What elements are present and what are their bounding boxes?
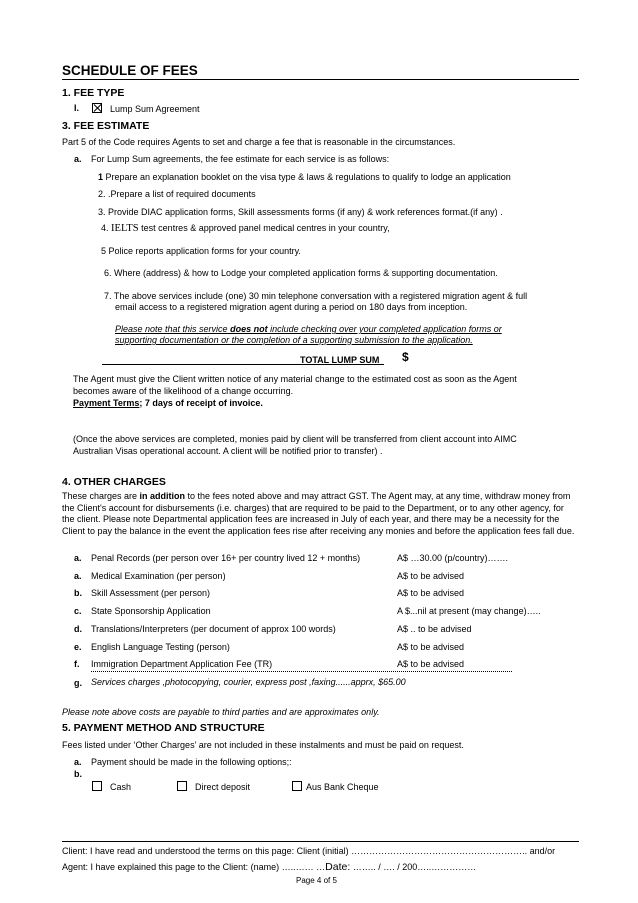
service-item-2: 2. .Prepare a list of required documents bbox=[98, 189, 256, 199]
service-item-6: 6. Where (address) & how to Lodge your completed application forms & supporting documentation. bbox=[104, 268, 498, 278]
fee-type-marker: I. bbox=[74, 103, 80, 113]
section-fee-type-heading: 1. FEE TYPE bbox=[62, 87, 125, 99]
other-charges-intro-post: to the fees noted above and may attract GST. The Agent may, at any time, withdraw money from the Client's account for disbursements (i.e. charges) that are required to be paid to the Department, or to any other agency, for the client. Please note Departmental application fees are increased in July of each year, and there may be a necessity for the Client to pay the balance in the event the application fees rise after receiving any monies and before the application fees fall due. bbox=[62, 491, 575, 536]
payment-terms-value: ; 7 days of receipt of invoice. bbox=[139, 398, 263, 408]
charge-row-cost: A$ to be advised bbox=[397, 571, 465, 581]
transfer-line1: (Once the above services are completed, monies paid by client will be transferred from client account into AIMC bbox=[73, 434, 517, 444]
charge-row-cost: A$ to be advised bbox=[397, 659, 465, 669]
service-item-1 bbox=[98, 172, 511, 182]
notice-line1: The Agent must give the Client written notice of any material change to the estimated cost as soon as the Agent bbox=[73, 374, 517, 384]
fee-estimate-intro: Part 5 of the Code requires Agents to set and charge a fee that is reasonable in the circumstances. bbox=[62, 137, 456, 147]
other-charges-intro-bold: in addition bbox=[139, 491, 186, 501]
charge-row-cost: A$ .. to be advised bbox=[397, 624, 472, 634]
footer-agent-line bbox=[62, 861, 476, 873]
charge-row-cost: A$ …30.00 (p/country)……. bbox=[397, 553, 509, 563]
payment-option-cash[interactable] bbox=[92, 781, 131, 792]
page-title: SCHEDULE OF FEES bbox=[62, 63, 198, 78]
payment-option-direct-deposit[interactable] bbox=[177, 781, 250, 792]
service-item-4 bbox=[101, 223, 390, 235]
fee-type-option bbox=[92, 103, 200, 114]
footer-agent-post: …….. / …. / 200…..…………… bbox=[350, 862, 477, 872]
charge-row-item: Penal Records (per person over 16+ per country lived 12 + months) bbox=[91, 553, 361, 563]
section-other-charges-heading: 4. OTHER CHARGES bbox=[62, 476, 166, 488]
charge-row-marker: c. bbox=[74, 606, 82, 616]
service-item-7-line2: email access to a registered migration agent during a period on 180 days from inception. bbox=[115, 302, 468, 312]
other-charges-note: Please note above costs are payable to third parties and are approximates only. bbox=[62, 707, 380, 717]
charge-row-marker: b. bbox=[74, 588, 82, 598]
payment-option-label: Aus Bank Cheque bbox=[306, 782, 379, 792]
charge-row-item: English Language Testing (person) bbox=[91, 642, 230, 652]
other-charges-intro bbox=[62, 491, 576, 537]
charge-row-cost: A$ to be advised bbox=[397, 642, 465, 652]
payment-b-marker: b. bbox=[74, 769, 82, 779]
total-lump-sum-symbol: $ bbox=[402, 350, 409, 364]
charge-row-item: State Sponsorship Application bbox=[91, 606, 211, 616]
checkbox-icon[interactable] bbox=[292, 781, 302, 791]
charge-row-item: Skill Assessment (per person) bbox=[91, 588, 211, 598]
charge-row-item: Translations/Interpreters (per document of approx 100 words) bbox=[91, 624, 336, 634]
charge-row-cost: A $...nil at present (may change)….. bbox=[397, 606, 541, 616]
fee-estimate-a-text: For Lump Sum agreements, the fee estimate for each service is as follows: bbox=[91, 154, 390, 164]
section-payment-heading: 5. PAYMENT METHOD AND STRUCTURE bbox=[62, 722, 265, 734]
section-fee-estimate-heading: 3. FEE ESTIMATE bbox=[62, 120, 150, 132]
fee-type-option-label: Lump Sum Agreement bbox=[110, 104, 200, 114]
footer-agent-date: Date: bbox=[325, 861, 351, 873]
payment-option-label: Direct deposit bbox=[195, 782, 251, 792]
charge-row-marker: e. bbox=[74, 642, 82, 652]
footer-agent-pre: Agent: I have explained this page to the Client: (name) …..…… … bbox=[62, 862, 326, 872]
footer-client-line: Client: I have read and understood the terms on this page: Client (initial) ………………………………………………….. and/or bbox=[62, 846, 556, 856]
checkbox-icon[interactable] bbox=[177, 781, 187, 791]
service-note-line2: supporting documentation or the completion of a supporting submission to the application. bbox=[115, 335, 473, 345]
service-item-4-number: 4. bbox=[101, 223, 109, 233]
payment-intro: Fees listed under ‘Other Charges’ are not included in these instalments and must be paid on request. bbox=[62, 740, 464, 750]
service-note-part1: Please note that this service bbox=[115, 324, 228, 334]
service-item-7-line1: 7. The above services include (one) 30 min telephone conversation with a registered migration agent & full bbox=[104, 291, 528, 301]
service-note-bold: does not bbox=[230, 324, 268, 334]
charge-row-item: Immigration Department Application Fee (TR) bbox=[91, 659, 273, 669]
footer-rule bbox=[62, 841, 579, 842]
charge-row-marker: f. bbox=[74, 659, 80, 669]
service-item-4-ielts: IELTS bbox=[111, 223, 139, 234]
checkbox-icon[interactable] bbox=[92, 781, 102, 791]
charge-row-g-text: Services charges ,photocopying, courier, express post ,faxing......apprx, $65.00 bbox=[91, 677, 406, 687]
payment-option-bank-cheque[interactable] bbox=[292, 781, 379, 792]
service-note-line1 bbox=[115, 324, 502, 334]
fee-estimate-a-marker: a. bbox=[74, 154, 82, 164]
service-item-1-text: Prepare an explanation booklet on the visa type & laws & regulations to qualify to lodge an application bbox=[105, 172, 511, 182]
title-rule bbox=[62, 79, 579, 80]
payment-a-marker: a. bbox=[74, 757, 82, 767]
total-lump-sum-label: TOTAL LUMP SUM bbox=[300, 355, 380, 365]
service-item-5: 5 Police reports application forms for your country. bbox=[101, 246, 301, 256]
transfer-line2: Australian Visas operational account. A client will be notified prior to transfer) . bbox=[73, 446, 383, 456]
service-note-part2: include checking over your completed application forms or bbox=[270, 324, 502, 334]
notice-line2: becomes aware of the likelihood of a change occurring. bbox=[73, 386, 294, 396]
other-charges-intro-pre: These charges are bbox=[62, 491, 140, 501]
service-item-3: 3. Provide DIAC application forms, Skill assessments forms (if any) & work references format.(if any) . bbox=[98, 207, 503, 217]
charge-row-item: Medical Examination (per person) bbox=[91, 571, 226, 581]
charge-row-marker: d. bbox=[74, 624, 82, 634]
payment-terms-label: Payment Terms bbox=[73, 398, 140, 408]
service-item-4-text: test centres & approved panel medical centres in your country, bbox=[141, 223, 390, 233]
charge-row-marker: a. bbox=[74, 553, 82, 563]
checked-checkbox-icon[interactable] bbox=[92, 103, 102, 113]
service-item-1-number: 1 bbox=[98, 172, 104, 182]
payment-terms bbox=[73, 398, 263, 408]
charge-row-g-marker: g. bbox=[74, 678, 82, 688]
page-number: Page 4 of 5 bbox=[296, 876, 337, 885]
charge-row-cost: A$ to be advised bbox=[397, 588, 465, 598]
charge-row-marker: a. bbox=[74, 571, 82, 581]
payment-option-label: Cash bbox=[110, 782, 132, 792]
payment-a-text: Payment should be made in the following options;: bbox=[91, 757, 292, 767]
charges-dotted-divider bbox=[91, 671, 512, 672]
